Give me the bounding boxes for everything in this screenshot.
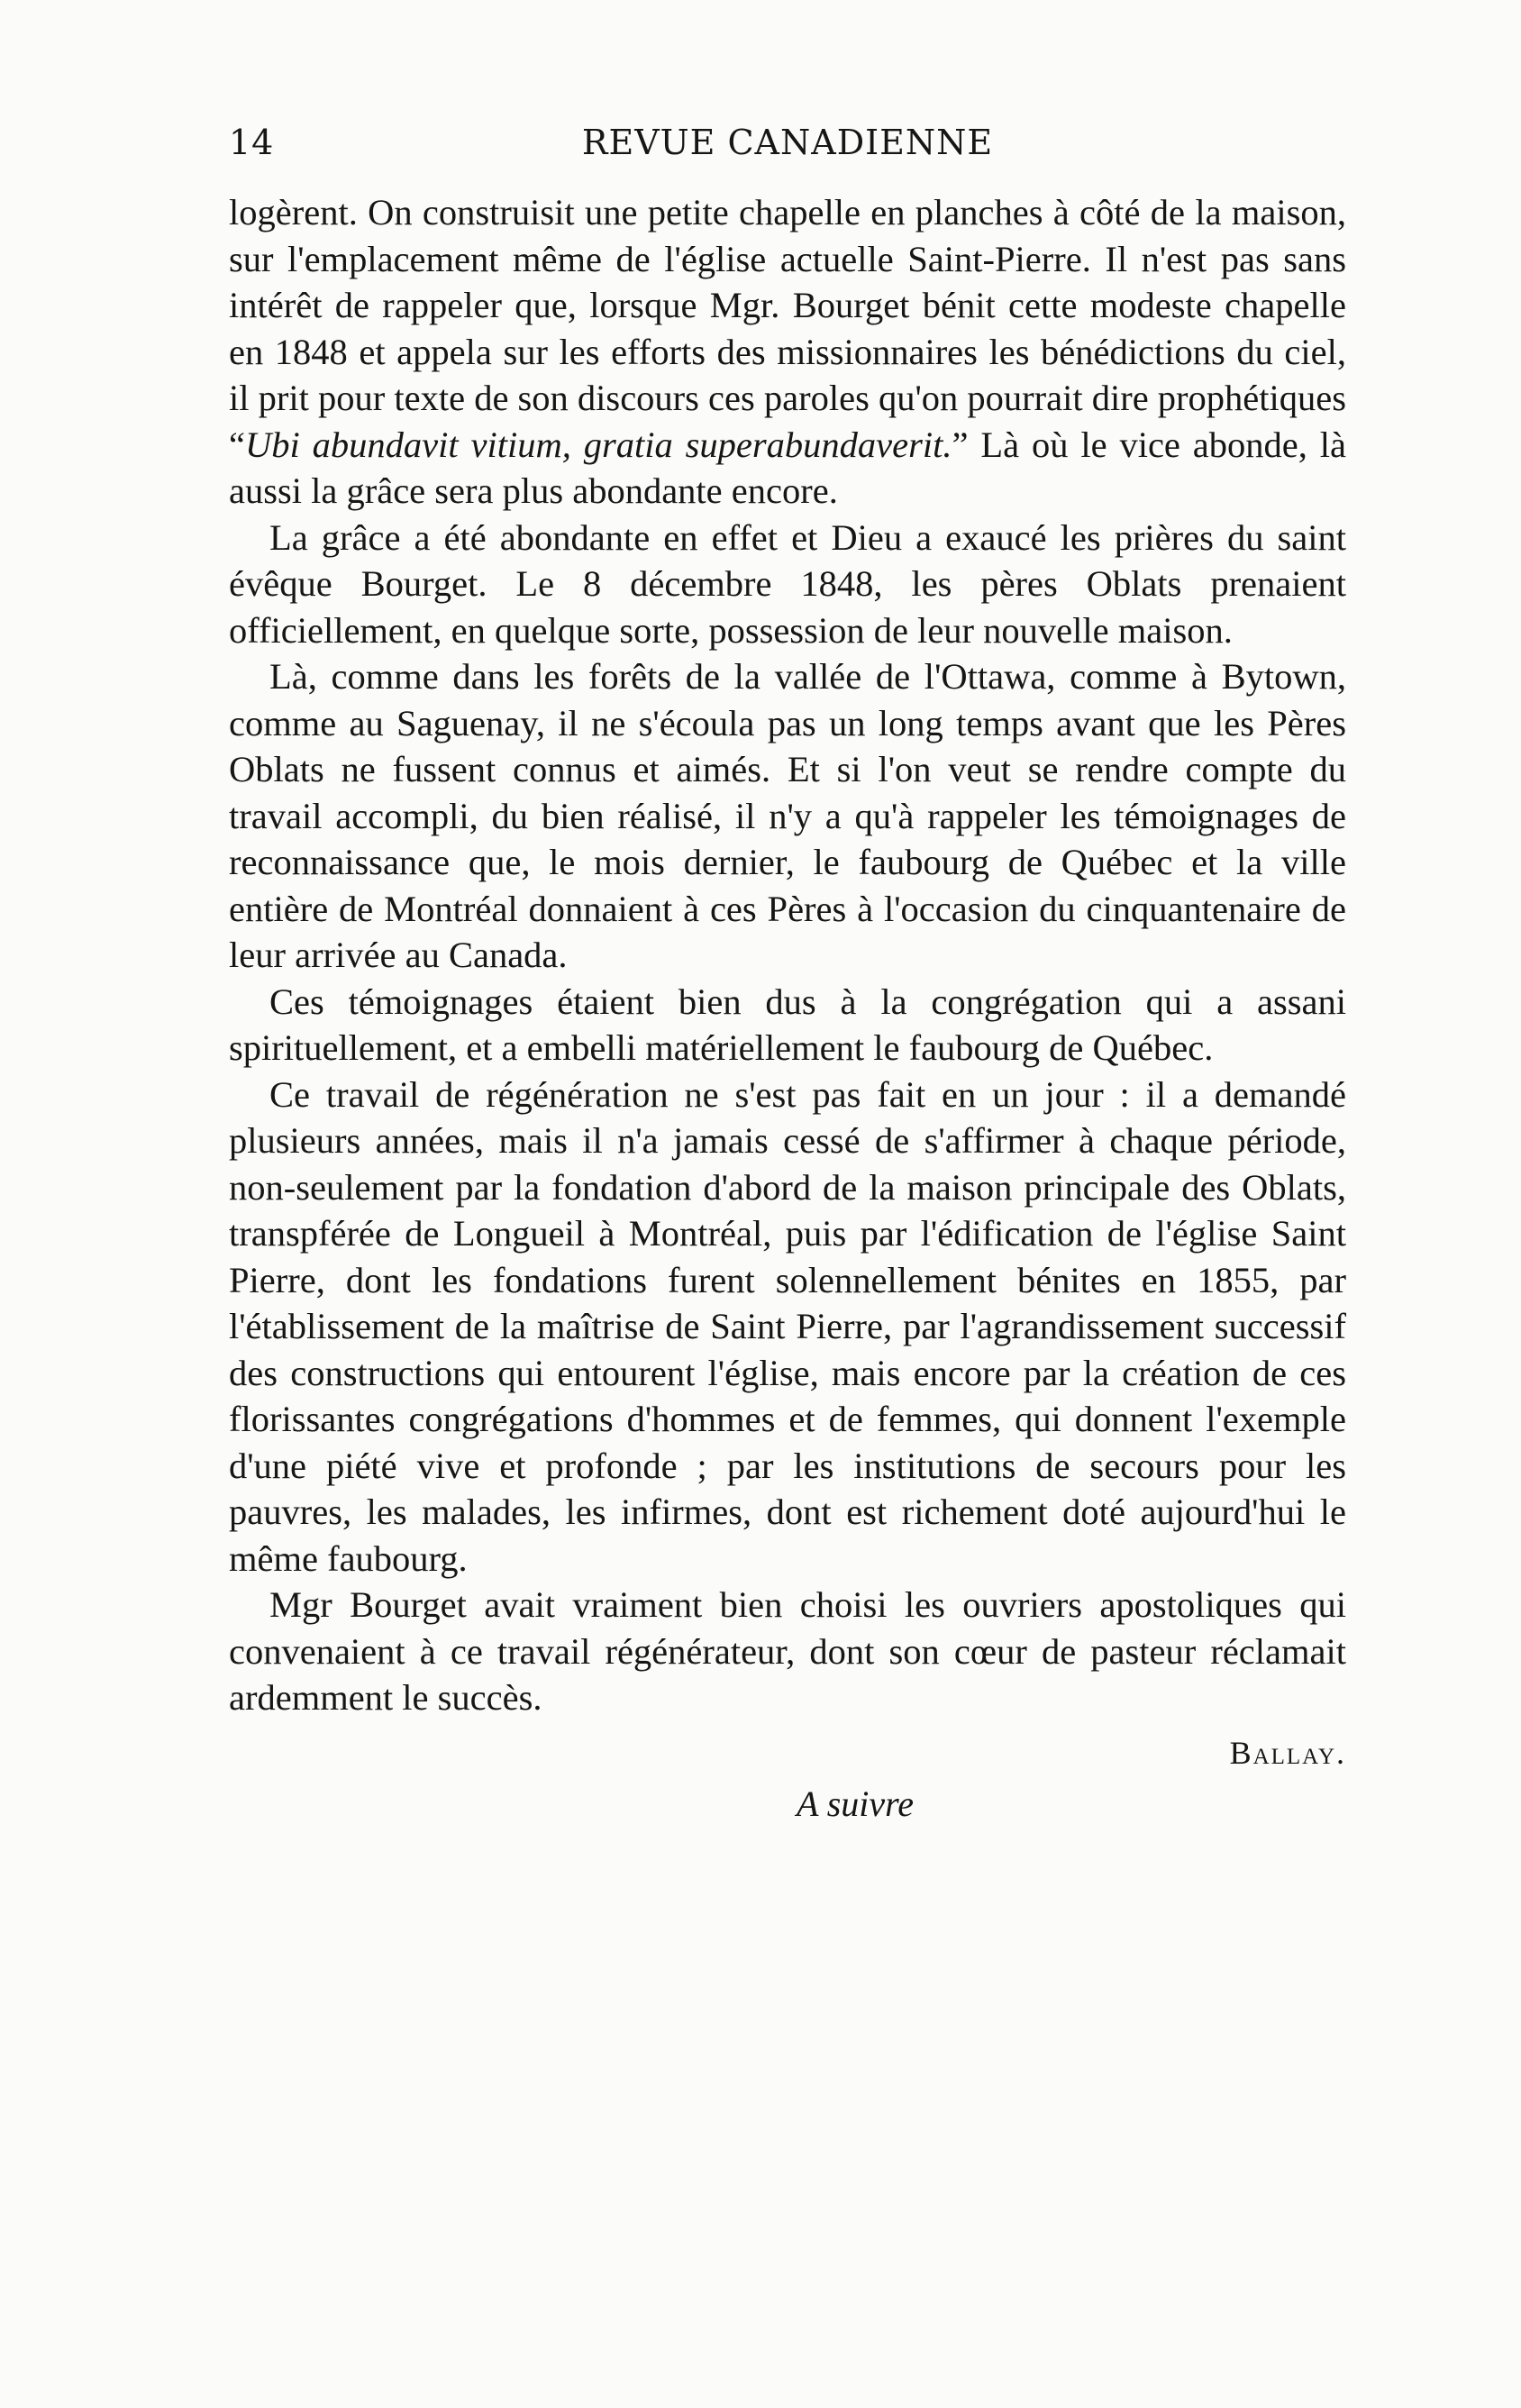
to-be-continued-note: A suivre — [797, 1783, 914, 1824]
paragraph-4: Ces témoignages étaient bien dus à la congrégation qui a assani spirituellement, et a embelli matériellement le faubourg de Québec. — [229, 981, 1346, 1068]
paragraph-1-text-after: ” Là où le vice abonde, là aussi la grâce sera plus abondante encore. — [229, 424, 1346, 511]
paragraph-5: Ce travail de régénération ne s'est pas fait en un jour : il a demandé plusieurs années, mais il n'a jamais cessé de s'affirmer à chaque période, non-seulement par la fondation d'abord de la maison principale des Oblats, transpférée de Longueil à Montréal, puis par l'édification de l'église Saint Pierre, dont les fondations furent solennellement bénites en 1855, par l'établissement de la maîtrise de Saint Pierre, par l'agrandissement successif des constructions qui entourent l'église, mais encore par la création de ces florissantes congrégations d'hommes et de femmes, qui donnent l'exemple d'une piété vive et profonde ; par les institutions de secours pour les pauvres, les malades, les infirmes, dont est richement doté aujourd'hui le même faubourg. — [229, 1073, 1346, 1579]
author-signature: Ballay. — [1229, 1734, 1346, 1771]
paragraph-1 — [229, 189, 1346, 515]
article-body — [229, 189, 1346, 1721]
page-number: 14 — [229, 123, 275, 162]
page — [229, 123, 1346, 1825]
paragraph-2: La grâce a été abondante en effet et Dieu a exaucé les prières du saint évêque Bourget. Le 8 décembre 1848, les pères Oblats prenaient officiellement, en quelque sorte, possession de leur nouvelle maison. — [229, 516, 1346, 651]
running-head: REVUE CANADIENNE — [581, 123, 994, 162]
paragraph-1-text-before: logèrent. On construisit une petite chapelle en planches à côté de la maison, sur l'emplacement même de l'église actuelle Saint-Pierre. Il n'est pas sans intérêt de rappeler que, lorsque Mgr. Bourget bénit cette modeste chapelle en 1848 et appela sur les efforts des missionnaires les bénédictions du ciel, il prit pour texte de son discours ces paroles qu'on pourrait dire prophétiques “ — [229, 192, 1346, 465]
paragraph-6: Mgr Bourget avait vraiment bien choisi les ouvriers apostoliques qui convenaient à ce travail régénérateur, dont son cœur de pasteur réclamait ardemment le succès. — [229, 1584, 1346, 1718]
latin-quotation: Ubi abundavit vitium, gratia superabundaverit. — [244, 424, 952, 465]
page-header — [229, 123, 1346, 177]
paragraph-3: Là, comme dans les forêts de la vallée de l'Ottawa, comme à Bytown, comme au Saguenay, il ne s'écoula pas un long temps avant que les Pères Oblats ne fussent connus et aimés. Et si l'on veut se rendre compte du travail accompli, du bien réalisé, il n'y a qu'à rappeler les témoignages de reconnaissance que, le mois dernier, le faubourg de Québec et la ville entière de Montréal donnaient à ces Pères à l'occasion du cinquantenaire de leur arrivée au Canada. — [229, 656, 1346, 975]
